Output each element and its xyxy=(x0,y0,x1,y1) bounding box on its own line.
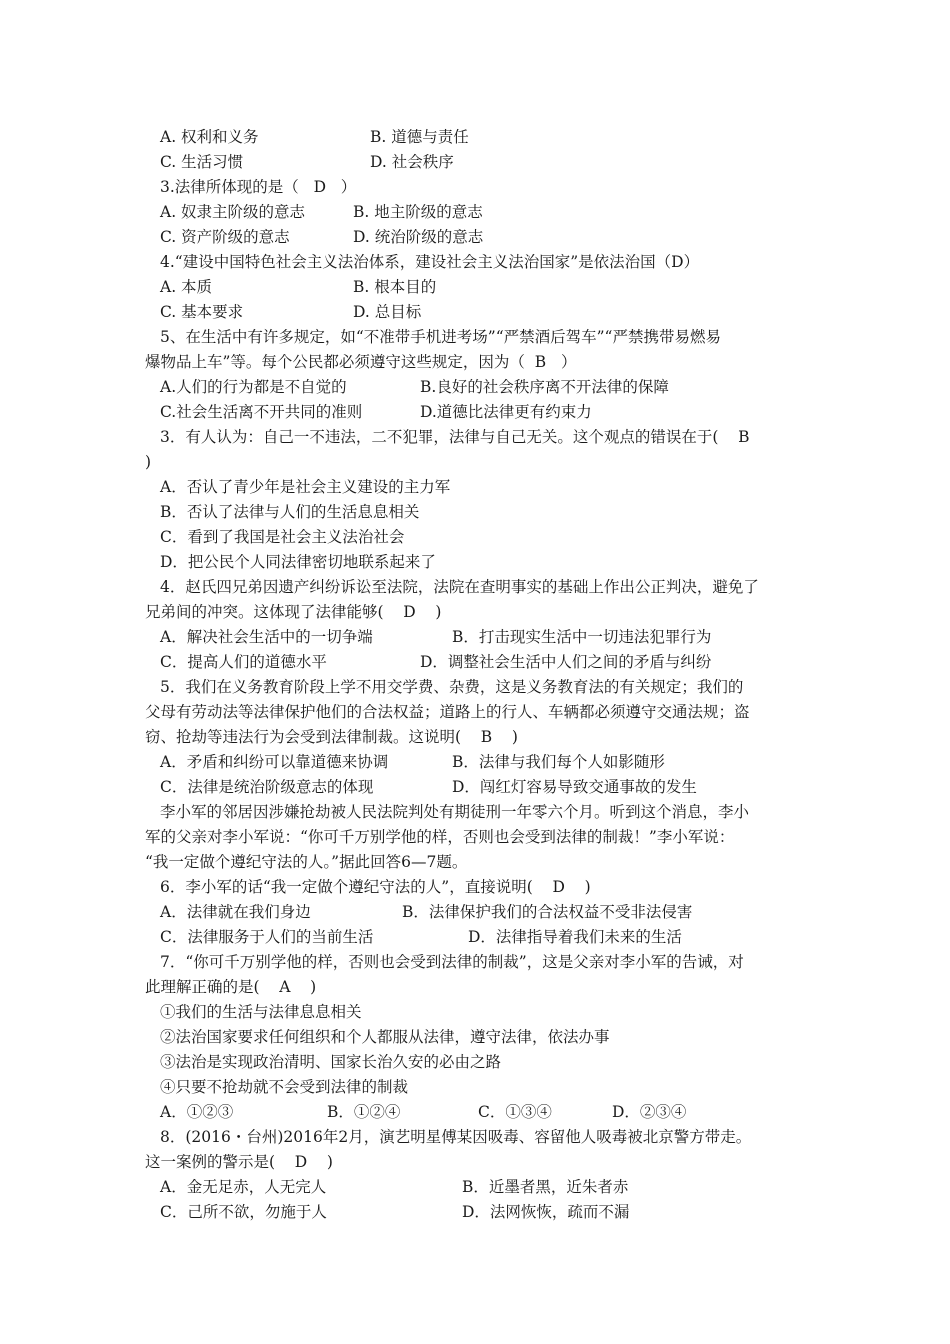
option-a: A. 奴隶主阶级的意志 xyxy=(160,203,306,221)
option-d: D．②③④ xyxy=(612,1103,687,1121)
option-c: C．①③④ xyxy=(478,1103,552,1121)
question-line: 4.“建设中国特色社会主义法治体系，建设社会主义法治国家”是依法治国（D） xyxy=(160,253,700,271)
option-b: B．①②④ xyxy=(327,1103,401,1121)
option-line xyxy=(160,627,712,647)
option-c: C.社会生活离不开共同的准则 xyxy=(160,403,363,421)
option-d: D. 统治阶级的意志 xyxy=(353,228,484,246)
question-line: 4．赵氏四兄弟因遗产纠纷诉讼至法院，法院在查明事实的基础上作出公正判决，避免了 xyxy=(160,578,759,596)
option-line xyxy=(160,902,693,922)
question-line: 爆物品上车”等。每个公民都必须遵守这些规定，因为（ B ） xyxy=(145,353,577,371)
option-line xyxy=(160,227,484,247)
option-a: A.人们的行为都是不自觉的 xyxy=(160,378,347,396)
question-line: 兄弟间的冲突。这体现了法律能够( D ) xyxy=(145,603,442,621)
option-b: B．法律保护我们的合法权益不受非法侵害 xyxy=(402,903,693,921)
statement-line: ③法治是实现政治清明、国家长治久安的必由之路 xyxy=(160,1053,502,1071)
statement-line: ①我们的生活与法律息息相关 xyxy=(160,1003,362,1021)
option-a: A．法律就在我们身边 xyxy=(160,903,311,921)
question-line: 窃、抢劫等违法行为会受到法律制裁。这说明( B ) xyxy=(145,728,518,746)
option-d: D．调整社会生活中人们之间的矛盾与纠纷 xyxy=(420,653,712,671)
option-line xyxy=(160,277,437,297)
option-d: D. 总目标 xyxy=(353,303,422,321)
statement-line: ④只要不抢劫就不会受到法律的制裁 xyxy=(160,1078,409,1096)
option-c: C．提高人们的道德水平 xyxy=(160,653,327,671)
option-line xyxy=(160,777,697,797)
paragraph-line: “我一定做个遵纪守法的人。”据此回答6—7题。 xyxy=(145,853,468,871)
question-line: 3.法律所体现的是（ D ） xyxy=(160,178,357,196)
option-line xyxy=(160,1102,687,1122)
option-b: B．法律与我们每个人如影随形 xyxy=(452,753,665,771)
option-line xyxy=(160,377,669,397)
option-a: A. 本质 xyxy=(160,278,213,296)
question-line: 3．有人认为：自己一不违法，二不犯罪，法律与自己无关。这个观点的错误在于( B xyxy=(160,428,750,446)
statement-line: ②法治国家要求任何组织和个人都服从法律，遵守法律，依法办事 xyxy=(160,1028,610,1046)
question-line: 7．“你可千万别学他的样，否则也会受到法律的制裁”，这是父亲对李小军的告诫，对 xyxy=(160,953,744,971)
option-c: C. 生活习惯 xyxy=(160,153,244,171)
question-line: 5．我们在义务教育阶段上学不用交学费、杂费，这是义务教育法的有关规定；我们的 xyxy=(160,678,744,696)
option-line xyxy=(160,1202,630,1222)
option-a: A．金无足赤，人无完人 xyxy=(160,1178,327,1196)
option-a: A．矛盾和纠纷可以靠道德来协调 xyxy=(160,753,389,771)
question-line: 5、在生活中有许多规定，如“不准带手机进考场”“严禁酒后驾车”“严禁携带易燃易 xyxy=(160,328,721,346)
option-c: C. 资产阶级的意志 xyxy=(160,228,290,246)
option-d: D．闯红灯容易导致交通事故的发生 xyxy=(452,778,697,796)
question-line: 6．李小军的话“我一定做个遵纪守法的人”，直接说明( D ) xyxy=(160,878,591,896)
option-b: B. 地主阶级的意志 xyxy=(353,203,483,221)
option-line xyxy=(160,127,469,147)
option-b: B. 道德与责任 xyxy=(370,128,469,146)
option-d: D.道德比法律更有约束力 xyxy=(420,403,592,421)
option-line xyxy=(160,152,454,172)
option-a: A. 权利和义务 xyxy=(160,128,259,146)
question-line: 父母有劳动法等法律保护他们的合法权益；道路上的行人、车辆都必须遵守交通法规；盗 xyxy=(145,703,750,721)
question-line: 此理解正确的是( A ) xyxy=(145,978,317,996)
paragraph-line: 李小军的邻居因涉嫌抢劫被人民法院判处有期徒刑一年零六个月。听到这个消息，李小 xyxy=(160,803,750,821)
option-line xyxy=(160,202,483,222)
option-c: C．法律是统治阶级意志的体现 xyxy=(160,778,374,796)
question-line: 8．(2016・台州)2016年2月，演艺明星傅某因吸毒、容留他人吸毒被北京警方带走。 xyxy=(160,1128,752,1146)
option-line: A．否认了青少年是社会主义建设的主力军 xyxy=(160,478,451,496)
option-line xyxy=(160,402,592,422)
option-a: A．①②③ xyxy=(160,1103,234,1121)
option-c: C．法律服务于人们的当前生活 xyxy=(160,928,374,946)
paragraph-line: 军的父亲对李小军说：“你可千万别学他的样，否则也会受到法律的制裁！”李小军说： xyxy=(145,828,735,846)
question-line: 这一案例的警示是( D ) xyxy=(145,1153,333,1171)
option-line: B．否认了法律与人们的生活息息相关 xyxy=(160,503,420,521)
option-line xyxy=(160,302,422,322)
option-b: B.良好的社会秩序离不开法律的保障 xyxy=(420,378,669,396)
option-b: B．近墨者黑，近朱者赤 xyxy=(462,1178,629,1196)
option-c: C. 基本要求 xyxy=(160,303,244,321)
option-line: D．把公民个人同法律密切地联系起来了 xyxy=(160,553,436,571)
option-a: A．解决社会生活中的一切争端 xyxy=(160,628,373,646)
option-d: D．法律指导着我们未来的生活 xyxy=(468,928,682,946)
option-line xyxy=(160,652,712,672)
option-b: B．打击现实生活中一切违法犯罪行为 xyxy=(452,628,712,646)
option-line: C．看到了我国是社会主义法治社会 xyxy=(160,528,405,546)
option-d: D．法网恢恢，疏而不漏 xyxy=(462,1203,630,1221)
option-c: C．己所不欲，勿施于人 xyxy=(160,1203,327,1221)
option-line xyxy=(160,927,682,947)
question-line: ) xyxy=(145,453,152,471)
option-line xyxy=(160,1177,629,1197)
option-b: B. 根本目的 xyxy=(353,278,437,296)
option-line xyxy=(160,752,665,772)
option-d: D. 社会秩序 xyxy=(370,153,454,171)
